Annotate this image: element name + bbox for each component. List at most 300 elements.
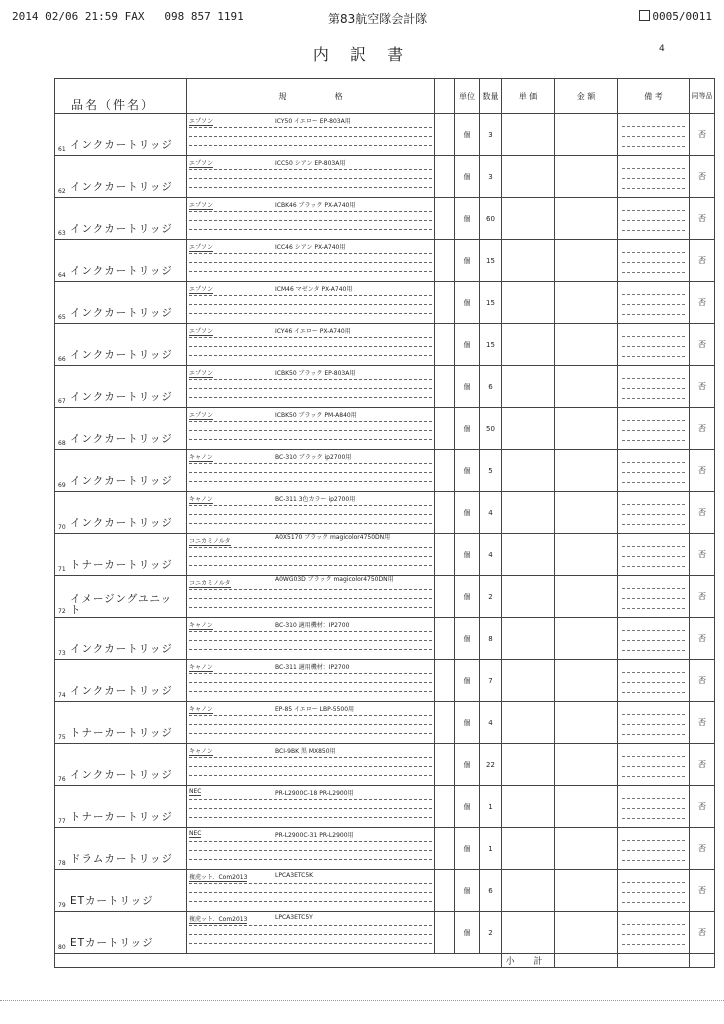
dotted-line <box>189 481 432 482</box>
row-number: 67 <box>58 398 66 405</box>
item-model: A0X5170 ブラック magicolor4750DN用 <box>275 534 391 541</box>
dotted-line <box>189 547 432 548</box>
item-name: インクカートリッジ <box>70 475 173 487</box>
dotted-line <box>622 220 685 221</box>
item-unit: 個 <box>455 660 480 702</box>
col-amount-header: 金 額 <box>555 79 618 114</box>
dotted-line <box>189 346 432 347</box>
item-amount <box>555 450 618 492</box>
dotted-line <box>189 733 432 734</box>
table-header-row <box>55 79 715 114</box>
item-small-cell <box>435 114 455 156</box>
dotted-line <box>189 388 432 389</box>
item-amount <box>555 828 618 870</box>
item-qty: 2 <box>480 912 502 954</box>
item-spec-cell <box>187 912 435 954</box>
table-row <box>55 156 715 198</box>
item-name: インクカートリッジ <box>70 643 173 655</box>
row-number: 73 <box>58 650 66 657</box>
dotted-line <box>622 314 685 315</box>
item-model: ICBK50 ブラック EP-803A用 <box>275 370 356 377</box>
row-number: 71 <box>58 566 66 573</box>
item-price <box>502 618 555 660</box>
dotted-line <box>622 482 685 483</box>
row-number: 70 <box>58 524 66 531</box>
dotted-line <box>622 640 685 641</box>
item-price <box>502 828 555 870</box>
fax-datetime-text: 2014 02/06 21:59 FAX <box>12 10 145 23</box>
item-amount <box>555 114 618 156</box>
item-equivalent: 否 <box>690 870 715 912</box>
dotted-line <box>189 631 432 632</box>
item-qty: 15 <box>480 282 502 324</box>
item-model: BC-311 3色カラー ip2700用 <box>275 496 356 503</box>
dotted-line <box>622 724 685 725</box>
item-equivalent: 否 <box>690 156 715 198</box>
dotted-line <box>189 565 432 566</box>
row-number: 72 <box>58 608 66 615</box>
dotted-line <box>622 346 685 347</box>
table-row <box>55 114 715 156</box>
subtotal-row <box>55 954 715 968</box>
dotted-line <box>622 230 685 231</box>
dotted-line <box>622 378 685 379</box>
item-note <box>618 240 690 282</box>
item-maker: キャノン <box>189 454 213 461</box>
subtotal-yn <box>690 954 715 968</box>
dotted-line <box>189 766 432 767</box>
item-name-cell <box>55 744 187 786</box>
item-qty: 50 <box>480 408 502 450</box>
item-note <box>618 408 690 450</box>
item-model: PR-L2900C-31 PR-L2900用 <box>275 832 354 839</box>
item-qty: 8 <box>480 618 502 660</box>
dotted-line <box>189 775 432 776</box>
dotted-line <box>622 388 685 389</box>
fax-datetime <box>12 10 244 23</box>
dotted-line <box>622 188 685 189</box>
item-spec-cell <box>187 366 435 408</box>
dotted-line <box>622 126 685 127</box>
item-maker: NEC <box>189 830 202 837</box>
dotted-line <box>189 757 432 758</box>
dotted-line <box>189 136 432 137</box>
dotted-line <box>189 379 432 380</box>
item-note <box>618 828 690 870</box>
item-small-cell <box>435 744 455 786</box>
dotted-line <box>622 892 685 893</box>
table-row <box>55 618 715 660</box>
row-number: 76 <box>58 776 66 783</box>
item-small-cell <box>435 198 455 240</box>
item-small-cell <box>435 870 455 912</box>
item-note <box>618 198 690 240</box>
dotted-line <box>189 463 432 464</box>
item-note <box>618 786 690 828</box>
table-row <box>55 324 715 366</box>
item-price <box>502 450 555 492</box>
item-small-cell <box>435 492 455 534</box>
dotted-line <box>189 337 432 338</box>
item-maker: エプソン <box>189 328 214 335</box>
item-qty: 2 <box>480 576 502 618</box>
item-small-cell <box>435 240 455 282</box>
item-qty: 4 <box>480 492 502 534</box>
item-note <box>618 660 690 702</box>
dotted-line <box>189 841 432 842</box>
item-note <box>618 324 690 366</box>
dotted-line <box>189 397 432 398</box>
item-name: インクカートリッジ <box>70 223 173 235</box>
item-name-cell <box>55 702 187 744</box>
dotted-line <box>189 430 432 431</box>
item-spec-cell <box>187 324 435 366</box>
table-row <box>55 198 715 240</box>
item-unit: 個 <box>455 324 480 366</box>
col-note-header: 備 考 <box>618 79 690 114</box>
item-price <box>502 492 555 534</box>
col-name-header: 品名（件名） <box>55 79 187 114</box>
item-name-cell <box>55 450 187 492</box>
item-name: インクカートリッジ <box>70 349 173 361</box>
item-maker: キャノン <box>189 748 213 755</box>
dotted-line <box>622 882 685 883</box>
item-unit: 個 <box>455 240 480 282</box>
dotted-line <box>622 692 685 693</box>
item-name-cell <box>55 660 187 702</box>
item-small-cell <box>435 702 455 744</box>
item-model: ICC46 シアン PX-A740用 <box>275 244 346 251</box>
table-row <box>55 240 715 282</box>
item-maker: エプソン <box>189 370 214 377</box>
item-maker: 複虎ット．Com2013 <box>189 874 248 881</box>
item-amount <box>555 744 618 786</box>
col-price-header: 単 価 <box>502 79 555 114</box>
row-number: 66 <box>58 356 66 363</box>
item-equivalent: 否 <box>690 702 715 744</box>
item-name: インクカートリッジ <box>70 265 173 277</box>
item-unit: 個 <box>455 702 480 744</box>
item-unit: 個 <box>455 828 480 870</box>
item-maker: NEC <box>189 788 202 795</box>
item-qty: 3 <box>480 114 502 156</box>
item-model: ICBK50 ブラック PM-A840用 <box>275 412 357 419</box>
table-row <box>55 702 715 744</box>
dotted-line <box>189 556 432 557</box>
dotted-line <box>189 715 432 716</box>
item-small-cell <box>435 366 455 408</box>
item-model: ICY46 イエロー PX-A740用 <box>275 328 351 335</box>
dotted-line <box>622 294 685 295</box>
item-maker: エプソン <box>189 160 214 167</box>
dotted-line <box>189 799 432 800</box>
dotted-line <box>622 546 685 547</box>
item-spec-cell <box>187 534 435 576</box>
item-equivalent: 否 <box>690 450 715 492</box>
item-name-cell <box>55 156 187 198</box>
dotted-line <box>189 682 432 683</box>
item-price <box>502 744 555 786</box>
item-spec-cell <box>187 576 435 618</box>
dotted-line <box>622 924 685 925</box>
item-maker: エプソン <box>189 412 214 419</box>
row-number: 62 <box>58 188 66 195</box>
item-spec-cell <box>187 114 435 156</box>
row-number: 79 <box>58 902 66 909</box>
item-unit: 個 <box>455 282 480 324</box>
table-row <box>55 912 715 954</box>
dotted-line <box>622 272 685 273</box>
row-number: 75 <box>58 734 66 741</box>
col-unit-header: 単位 <box>455 79 480 114</box>
item-unit: 個 <box>455 408 480 450</box>
item-name-cell <box>55 198 187 240</box>
dotted-line <box>622 524 685 525</box>
dotted-line <box>189 883 432 884</box>
item-maker: キャノン <box>189 706 213 713</box>
item-qty: 7 <box>480 660 502 702</box>
dotted-line <box>622 818 685 819</box>
item-name: トナーカートリッジ <box>70 727 173 739</box>
table-row <box>55 576 715 618</box>
item-equivalent: 否 <box>690 618 715 660</box>
scan-edge <box>0 1000 724 1001</box>
dotted-line <box>189 589 432 590</box>
dotted-line <box>622 178 685 179</box>
item-model: ICBK46 ブラック PX-A740用 <box>275 202 356 209</box>
dotted-line <box>622 630 685 631</box>
table-row <box>55 282 715 324</box>
item-equivalent: 否 <box>690 912 715 954</box>
item-small-cell <box>435 324 455 366</box>
dotted-line <box>622 682 685 683</box>
dotted-line <box>189 901 432 902</box>
item-spec-cell <box>187 198 435 240</box>
dotted-line <box>189 472 432 473</box>
dotted-line <box>189 817 432 818</box>
item-maker: キャノン <box>189 496 213 503</box>
item-spec-cell <box>187 156 435 198</box>
item-note <box>618 156 690 198</box>
item-model: EP-85 イエロー LBP-5500用 <box>275 706 355 713</box>
dotted-line <box>622 514 685 515</box>
item-small-cell <box>435 786 455 828</box>
item-spec-cell <box>187 450 435 492</box>
item-name-cell <box>55 912 187 954</box>
item-maker: エプソン <box>189 244 214 251</box>
item-unit: 個 <box>455 618 480 660</box>
item-equivalent: 否 <box>690 240 715 282</box>
row-number: 63 <box>58 230 66 237</box>
item-maker: 複虎ット．Com2013 <box>189 916 248 923</box>
item-amount <box>555 618 618 660</box>
dotted-line <box>189 253 432 254</box>
dotted-line <box>189 145 432 146</box>
item-equivalent: 否 <box>690 198 715 240</box>
dotted-line <box>622 588 685 589</box>
dotted-line <box>189 421 432 422</box>
table-row <box>55 492 715 534</box>
item-model: LPCA3ETC5Y <box>275 914 313 921</box>
breakdown-table <box>54 78 715 968</box>
dotted-line <box>622 902 685 903</box>
dotted-line <box>622 420 685 421</box>
item-note <box>618 282 690 324</box>
dotted-line <box>622 840 685 841</box>
item-name-cell <box>55 618 187 660</box>
item-name-cell <box>55 366 187 408</box>
item-small-cell <box>435 534 455 576</box>
col-equivalent-header: 同等品 <box>690 79 715 114</box>
item-note <box>618 366 690 408</box>
col-qty-header: 数量 <box>480 79 502 114</box>
dotted-line <box>189 127 432 128</box>
dotted-line <box>622 808 685 809</box>
row-number: 65 <box>58 314 66 321</box>
item-unit: 個 <box>455 534 480 576</box>
dotted-line <box>189 178 432 179</box>
page-number: 4 <box>659 44 665 54</box>
item-note <box>618 912 690 954</box>
item-equivalent: 否 <box>690 492 715 534</box>
dotted-line <box>189 505 432 506</box>
item-equivalent: 否 <box>690 786 715 828</box>
item-spec-cell <box>187 660 435 702</box>
item-small-cell <box>435 450 455 492</box>
dotted-line <box>622 136 685 137</box>
dotted-line <box>622 672 685 673</box>
dotted-line <box>189 640 432 641</box>
item-name: インクカートリッジ <box>70 391 173 403</box>
dotted-line <box>622 650 685 651</box>
dotted-line <box>622 472 685 473</box>
dotted-line <box>189 304 432 305</box>
dotted-line <box>189 943 432 944</box>
item-price <box>502 282 555 324</box>
item-amount <box>555 534 618 576</box>
row-number: 64 <box>58 272 66 279</box>
item-name: インクカートリッジ <box>70 307 173 319</box>
item-equivalent: 否 <box>690 576 715 618</box>
item-name: インクカートリッジ <box>70 685 173 697</box>
fax-page-counter <box>639 10 712 23</box>
item-qty: 3 <box>480 156 502 198</box>
table-row <box>55 786 715 828</box>
item-unit: 個 <box>455 492 480 534</box>
item-model: ICM46 マゼンタ PX-A740用 <box>275 286 353 293</box>
dotted-line <box>622 766 685 767</box>
item-model: BC-310 適用機材：IP2700 <box>275 622 350 629</box>
fax-page-counter-text: 0005/0011 <box>652 10 712 23</box>
item-name-cell <box>55 240 187 282</box>
item-small-cell <box>435 912 455 954</box>
item-name: イメージングユニット <box>70 593 173 616</box>
item-amount <box>555 198 618 240</box>
item-note <box>618 576 690 618</box>
item-qty: 6 <box>480 366 502 408</box>
dotted-line <box>189 187 432 188</box>
dotted-line <box>189 724 432 725</box>
dotted-line <box>189 850 432 851</box>
item-small-cell <box>435 576 455 618</box>
dotted-line <box>189 211 432 212</box>
item-maker: キャノン <box>189 664 213 671</box>
fax-sender: 第83航空隊会計隊 <box>328 12 428 26</box>
row-number: 80 <box>58 944 66 951</box>
col-small-header <box>435 79 455 114</box>
item-qty: 4 <box>480 534 502 576</box>
dotted-line <box>189 691 432 692</box>
item-equivalent: 否 <box>690 660 715 702</box>
item-equivalent: 否 <box>690 534 715 576</box>
subtotal-label: 小 計 <box>502 954 555 968</box>
row-number: 77 <box>58 818 66 825</box>
dotted-line <box>622 440 685 441</box>
item-price <box>502 240 555 282</box>
item-price <box>502 702 555 744</box>
item-name: インクカートリッジ <box>70 433 173 445</box>
item-maker: エプソン <box>189 286 214 293</box>
item-model: BCI-9BK 黒 MX850用 <box>275 748 336 755</box>
dotted-line <box>189 892 432 893</box>
item-maker: コニカミノルタ <box>189 580 231 587</box>
table-row <box>55 744 715 786</box>
item-name: インクカートリッジ <box>70 517 173 529</box>
dotted-line <box>189 673 432 674</box>
item-equivalent: 否 <box>690 324 715 366</box>
dotted-line <box>622 336 685 337</box>
dotted-line <box>622 504 685 505</box>
item-qty: 5 <box>480 450 502 492</box>
dotted-line <box>189 598 432 599</box>
dotted-line <box>189 439 432 440</box>
item-qty: 6 <box>480 870 502 912</box>
item-note <box>618 492 690 534</box>
item-name-cell <box>55 828 187 870</box>
item-price <box>502 324 555 366</box>
item-amount <box>555 702 618 744</box>
item-maker: キャノン <box>189 622 213 629</box>
item-amount <box>555 870 618 912</box>
col-spec-left: 規 <box>278 91 287 101</box>
item-name: トナーカートリッジ <box>70 559 173 571</box>
item-qty: 22 <box>480 744 502 786</box>
dotted-line <box>189 220 432 221</box>
table-row <box>55 408 715 450</box>
item-equivalent: 否 <box>690 114 715 156</box>
item-model: LPCA3ETC5K <box>275 872 314 879</box>
item-maker: コニカミノルタ <box>189 538 231 545</box>
dotted-line <box>622 850 685 851</box>
dotted-line <box>622 566 685 567</box>
item-note <box>618 702 690 744</box>
item-amount <box>555 324 618 366</box>
dotted-line <box>622 304 685 305</box>
dotted-line <box>189 229 432 230</box>
item-name: インクカートリッジ <box>70 139 173 151</box>
dotted-line <box>189 934 432 935</box>
dotted-line <box>189 313 432 314</box>
item-unit: 個 <box>455 786 480 828</box>
item-unit: 個 <box>455 912 480 954</box>
item-unit: 個 <box>455 450 480 492</box>
item-price <box>502 114 555 156</box>
item-spec-cell <box>187 282 435 324</box>
dotted-line <box>622 210 685 211</box>
item-amount <box>555 912 618 954</box>
dotted-line <box>189 523 432 524</box>
item-unit: 個 <box>455 198 480 240</box>
